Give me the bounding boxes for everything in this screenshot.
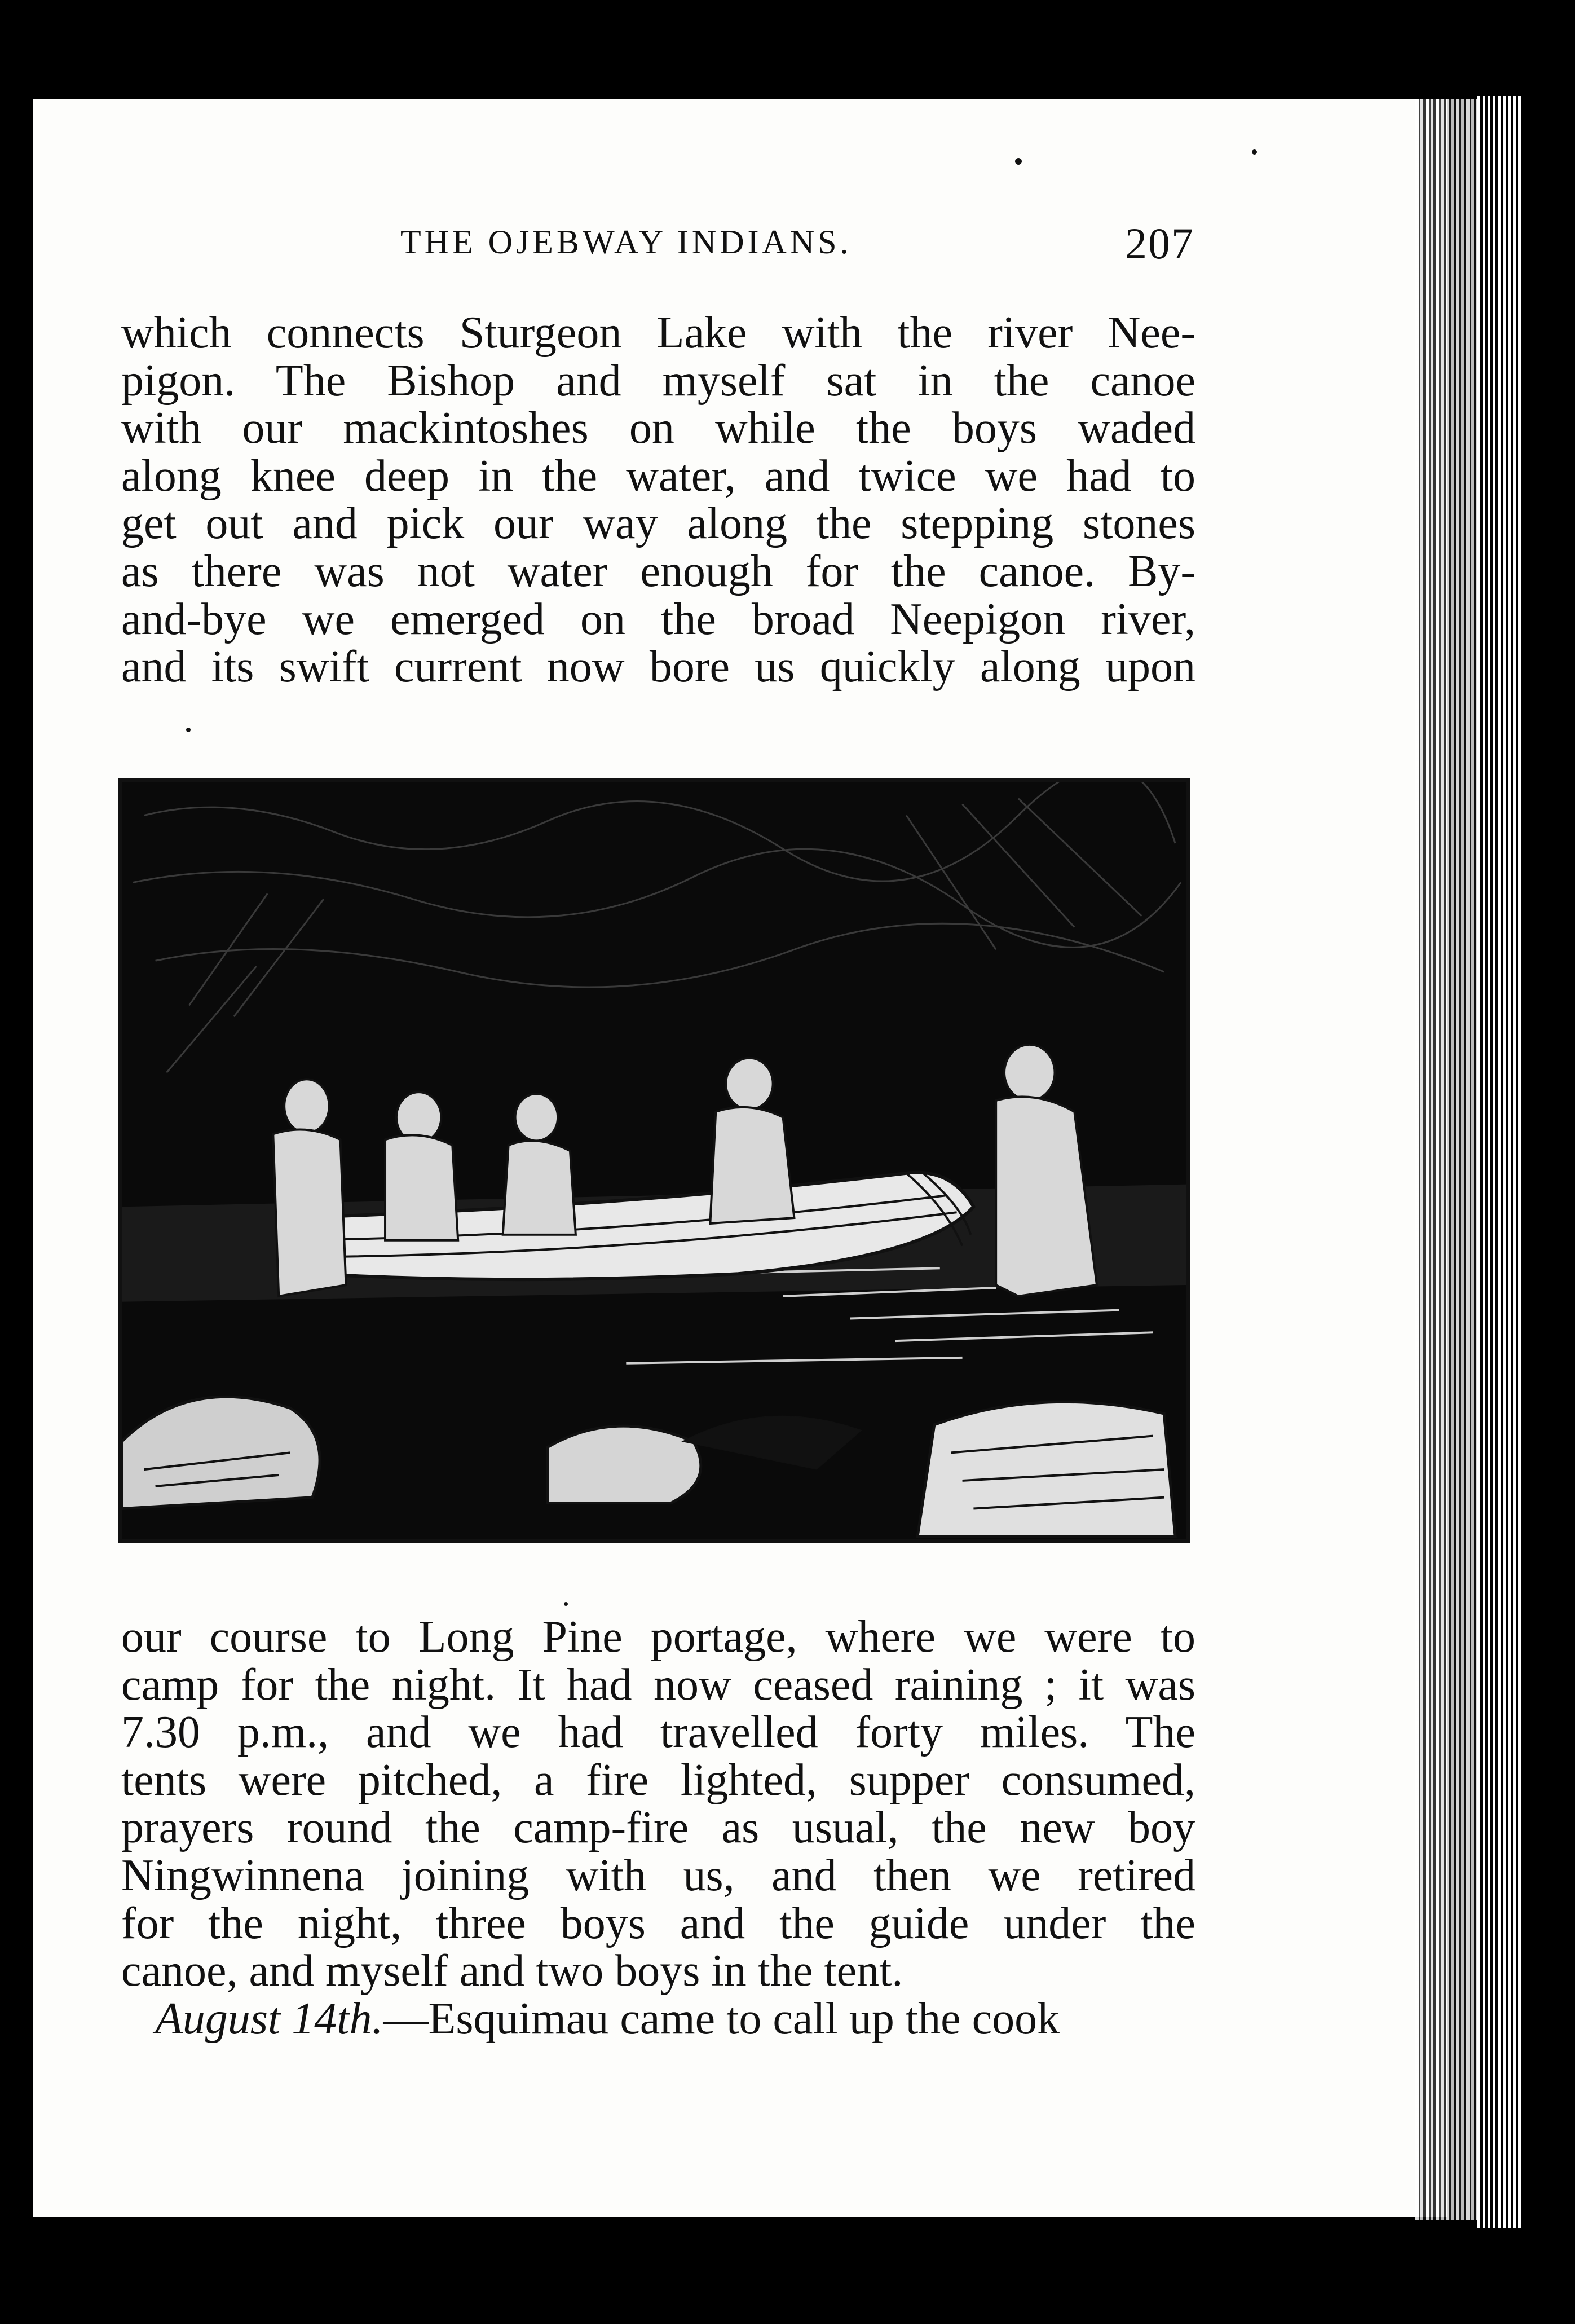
paragraph-bottom bbox=[121, 1613, 1195, 2043]
text-line: and its swift current now bore us quickly along upon bbox=[121, 642, 1195, 692]
scan-speck bbox=[186, 728, 191, 732]
text-line: with our mackintoshes on while the boys waded bbox=[121, 403, 1195, 454]
text-line: pigon. The Bishop and myself sat in the canoe bbox=[121, 355, 1195, 406]
text-line: camp for the night. It had now ceased raining ; it was bbox=[121, 1660, 1195, 1710]
text-line: as there was not water enough for the canoe. By- bbox=[121, 546, 1195, 596]
text-line: prayers round the camp-fire as usual, the new boy bbox=[121, 1803, 1195, 1853]
scan-speck bbox=[1252, 149, 1257, 155]
text-line: for the night, three boys and the guide under the bbox=[121, 1898, 1195, 1948]
text-line: along knee deep in the water, and twice we had to bbox=[121, 451, 1195, 501]
text-line: Ningwinnena joining with us, and then we retired bbox=[121, 1850, 1195, 1900]
text-line: canoe, and myself and two boys in the tent. bbox=[121, 1946, 903, 1996]
text-line: tents were pitched, a fire lighted, supper consumed, bbox=[121, 1755, 1195, 1805]
scan-speck bbox=[564, 1602, 568, 1606]
closing-line bbox=[121, 1995, 1195, 2043]
text-line: get out and pick our way along the stepping stones bbox=[121, 499, 1195, 549]
engraving-illustration bbox=[118, 778, 1190, 1543]
paragraph-top bbox=[121, 309, 1195, 691]
text-line: our course to Long Pine portage, where we were to bbox=[121, 1612, 1195, 1662]
date-label: August 14th. bbox=[155, 1993, 383, 2044]
text-line: and-bye we emerged on the broad Neepigon river, bbox=[121, 594, 1195, 644]
closing-text: —Esquimau came to call up the cook bbox=[383, 1993, 1060, 2044]
book-edge-shadow bbox=[1477, 96, 1523, 2228]
text-line: which connects Sturgeon Lake with the river Nee- bbox=[121, 308, 1195, 358]
canoe-engraving bbox=[122, 782, 1186, 1539]
running-title: THE OJEBWAY INDIANS. bbox=[400, 223, 852, 261]
page-number: 207 bbox=[1125, 219, 1194, 268]
text-line: 7.30 p.m., and we had travelled forty miles. The bbox=[121, 1707, 1195, 1758]
page-fore-edge bbox=[1415, 99, 1477, 2220]
scan-speck bbox=[1015, 158, 1022, 165]
